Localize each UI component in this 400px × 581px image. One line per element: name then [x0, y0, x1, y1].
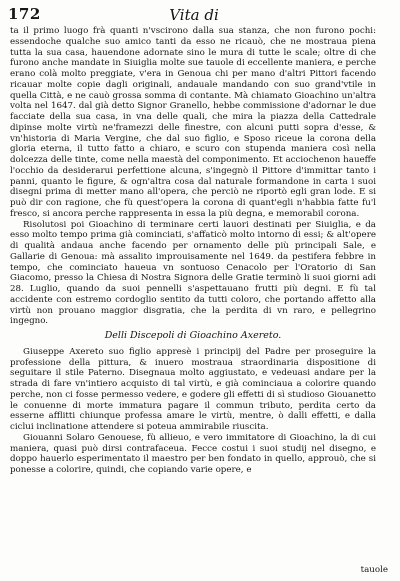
paragraph-giuseppe-axereto: Giuseppe Axereto suo figlio appresè i principij del Padre per proseguire la professione della pittura, & inuero mostraua straordinaria dispositione di seguitare il stile Paterno. Disegnaua molto aggiustato, e vedeuasi andare per la strada di fare vn'intiero acquisto di tal virtù, e già cominciaua a colorire quando perche, non ci fosse permesso vedere, e godere gli effetti di sì studioso Giouanetto le conuenne di morte immatura pagare il commun tributo, perdita certo da esserne afflitti chiunque professa amare le virtù, mentre, ò dalli effetti, e dalla ciclui inclinatione attendere si poteua ammirabile riuscita. — [10, 346, 376, 432]
page-number: 172 — [8, 5, 41, 23]
page-header — [8, 5, 380, 25]
paragraph-death-of-gioachino: Risolutosi poi Gioachino di terminare certi lauori destinati per Siuiglia, e da esso molto tempo prima già cominciati, s'affaticò molto intorno di essi; & alt'opere di qualità andaua anche facendo per ornamento delle più principali Sale, e Gallarie di Genoua: mà assalito improuisamente nel 1649. da pestifera febbre in tempo, che cominciato haueua vn sontuoso Cenacolo per l'Oratorio di San Giacomo, presso la Chiesa di Nostra Signora delle Gratie terminò li suoi giorni adi 28. Luglio, quando da suoi pennelli s'aspettauano frutti più degni. E fù tal accidente con estremo cordoglio sentito da tutti coloro, che portando affetto alla virtù non prouano maggior disgratia, che la perdita di vn raro, e pellegrino ingegno. — [10, 219, 376, 327]
body-text — [10, 26, 376, 476]
section-heading: Delli Discepoli di Gioachino Axereto. — [104, 330, 282, 341]
paragraph-giouanni-solaro: Giouanni Solaro Genouese, fù allieuo, e vero immitatore di Gioachino, la di cui maniera, quasi può dirsi contrafaceua. Fecce costui i suoi studij nel disegno, e doppo hauerlo esperimentato il maestro per ben fondato in quello, approuò, che si ponesse a colorire, quindi, che copiando varie opere, e — [10, 432, 376, 475]
paragraph-continuation: ta il primo luogo frà quanti n'vscirono dalla sua stanza, che non furono pochi: essendoche qualche suo amico tanti da esso ne ricauò, che ne mostraua piena tutta la sua casa, hauendone adornate sino le mura di tutte le scale; oltre di che furono anche mandate in Siuiglia molte sue tauole di eccellente maniera, e perche erano colà molto preggiate, v'era in Genoua chi per mano d'altri Pittori facendo ricauar molte copie dagli originali, andauale mandando con suo grand'vtile in quella Città, e ne cauò grossa somma di contante. Mà chiamato Gioachino un'altra volta nel 1647. dal già detto Signor Granello, hebbe commissione d'adornar le due facciate della sua casa, in vna delle quali, che mira la piazza della Cattedrale dipinse molte virtù ne'framezzi delle finestre, con alcuni putti sopra d'esse, & vn'historia di Maria Vergine, che dal suo figlio, e Sposo riceue la corona della gloria eterna, il tutto fatto a chiaro, e scuro con stupenda maniera così nella dolcezza delle tinte, come nella maestà del componimento. Et acciochenon haueffe l'occhio da desiderarui perfettione alcuna, s'ingegnò il Pittore d'immittar tanto i panni, quanto le figure, & ogn'altra cosa dal naturale formandone in carta i suoi disegni prima di metter mano all'opera, che perciò ne riportò egli gran lode. E si può dir con ragione, che fù quest'opera la corona di quant'egli n'habbia fatte fu'l fresco, si ancora perche rappresenta in essa la più degna, e memorabil corona. — [10, 26, 376, 219]
running-head: Vita di — [169, 6, 219, 24]
catchword: tauole — [360, 565, 388, 575]
